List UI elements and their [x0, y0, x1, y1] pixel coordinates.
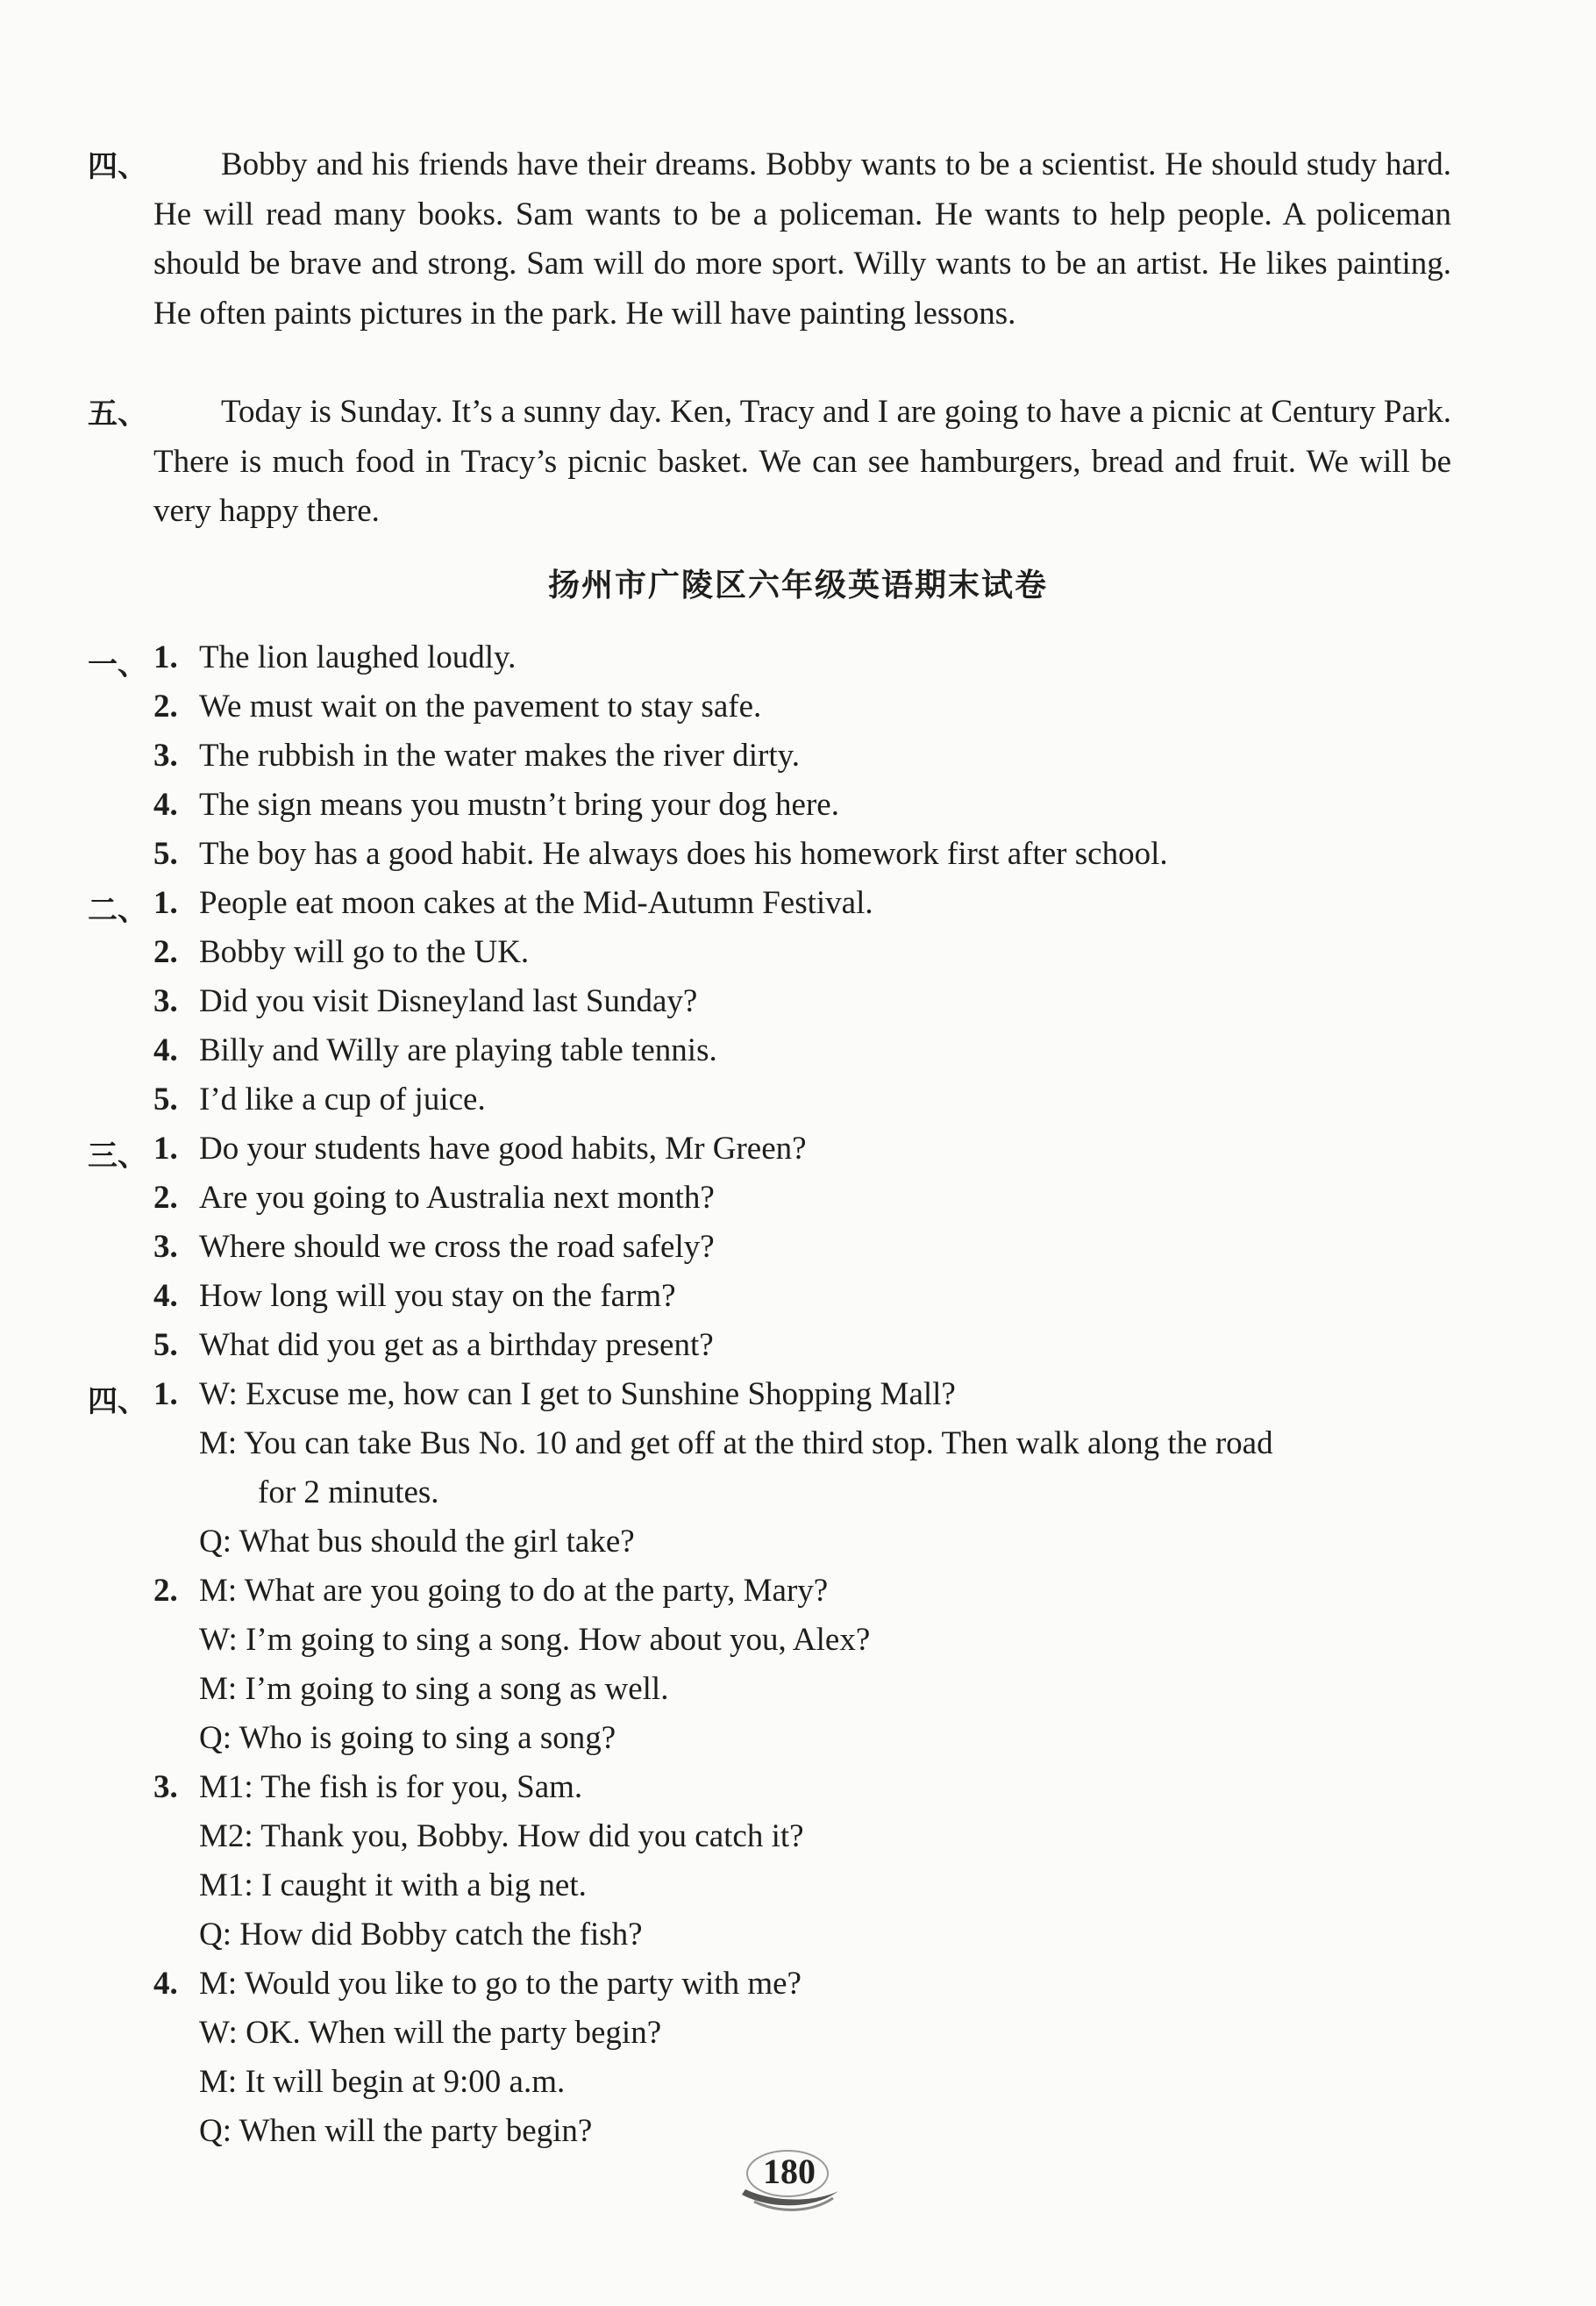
dialogue-line: Q: When will the party begin?	[199, 2113, 593, 2149]
section-mark: 一、	[88, 647, 147, 682]
dialogue-line: M: You can take Bus No. 10 and get off at the third stop. Then walk along the road	[199, 1425, 1273, 1461]
page-number: 180	[763, 2152, 816, 2191]
speaker: M:	[199, 1573, 238, 1609]
dialogue-line: M1: The fish is for you, Sam.	[199, 1769, 583, 1805]
section-mark: 二、	[88, 893, 147, 928]
dialogue-line: Q: What bus should the girl take?	[199, 1524, 635, 1560]
exam-title: 扬州市广陵区六年级英语期末试卷	[547, 568, 1048, 603]
dialogue-line: M1: I caught it with a big net.	[199, 1867, 587, 1903]
item-number: 1.	[153, 1376, 178, 1412]
speaker: Q:	[199, 1720, 232, 1756]
speaker: M2:	[199, 1818, 253, 1854]
page-number-badge	[737, 2140, 842, 2219]
section-mark: 四、	[88, 149, 147, 184]
section-mark: 四、	[88, 1384, 147, 1419]
dialogue-line: Q: How did Bobby catch the fish?	[199, 1917, 643, 1953]
section-mark: 五、	[88, 396, 147, 432]
speaker: M1:	[199, 1769, 253, 1805]
speaker: M:	[199, 1966, 238, 2002]
item-number: 4.	[153, 1966, 178, 2002]
dialogue-line: W: OK. When will the party begin?	[199, 2015, 662, 2051]
dialogue-line: W: I’m going to sing a song. How about you, Alex?	[199, 1622, 871, 1658]
item-number: 3.	[153, 1769, 178, 1805]
dialogue-line: M: I’m going to sing a song as well.	[199, 1671, 669, 1707]
speaker: Q:	[199, 1917, 232, 1953]
dialogue-line: M2: Thank you, Bobby. How did you catch it?	[199, 1818, 804, 1854]
dialogue-line: W: Excuse me, how can I get to Sunshine Shopping Mall?	[199, 1376, 956, 1412]
speaker: M:	[199, 1671, 238, 1707]
speaker: Q:	[199, 2113, 232, 2149]
answer-key-page: 四、 Bobby and his friends have their dreams. Bobby wants to be a scientist. He should study hard. He will read many books. Sam wants to be a policeman. He wants to help people. A policeman should be brave and strong. Sam will do more sport. Willy wants to be an artist. He likes painting. He often paints pictures in the park. He will have painting lessons. 五、 Today is Sunday. It’s a sunny day. Ken, Tracy and I are going to have a picnic at Century Park. There is much food in Tracy’s picnic basket. We can see hamburgers, bread and fruit. We will be very happy there. 扬州市广陵区六年级英语期末试卷 一、 1. The lion laughed loudly. 2. We must wait on the pavement to stay safe. 3. The rubbish in the water makes the river dirty. 4. The sign means you mustn’t bring your dog here. 5. The boy has a good habit. He always does his homework first after school. 二、 1. People eat moon cakes at the Mid-Autumn Festival. 2. Bobby will go to the UK. 3. Did you visit Disneyland last Sunday? 4. Billy and Willy are playing table tennis. 5. I’d like a cup of juice. 三、 1. Do your students have good habits, Mr Green? 2. Are you going to Australia next month? 3. Where should we cross the road safely? 4. How long will you stay on the farm? 5. What did you get as a birthday present? 四、 1. W: Excuse me, how can I get to Sunshine Shopping Mall? M: You can take Bus No. 10 and get off at the third stop. Then walk along the road for 2 minutes. Q: What bus should the girl take? 2. M: What are you going to do at the party, Mary? W: I’m going to sing a song. How about you, Alex? M: I’m going to sing a song as well. Q: Who is going to sing a song? 3. M1: The fish is for you, Sam. M2: Thank you, Bobby. How did you catch it? M1: I caught it with a big net. Q: How did Bobby catch the fish? 4. M: Would you like to go to the party with me? W: OK. When will the party begin? M: It will begin at 9:00 a.m. Q: When will the party begin? 180	[0, 0, 1596, 2306]
dialogue-line: M: Would you like to go to the party with me?	[199, 1966, 802, 2002]
paragraph-text: Bobby and his friends have their dreams. Bobby wants to be a scientist. He should study hard. He will read many books. Sam wants to be a policeman. He wants to help people. A policeman should be brave and strong. Sam will do more sport. Willy wants to be an artist. He likes painting. He often paints pictures in the park. He will have painting lessons.	[153, 146, 1451, 332]
speaker: M1:	[199, 1867, 253, 1903]
paragraph-text: Today is Sunday. It’s a sunny day. Ken, Tracy and I are going to have a picnic at Century Park. There is much food in Tracy’s picnic basket. We can see hamburgers, bread and fruit. We will be very happy there.	[153, 394, 1451, 529]
paragraph-four	[88, 140, 1451, 339]
speaker: W:	[199, 2015, 238, 2051]
dialogue-line-continued: for 2 minutes.	[258, 1474, 439, 1510]
speaker: M:	[199, 1425, 238, 1461]
speaker: M:	[199, 2064, 238, 2100]
dialogue-line: M: What are you going to do at the party, Mary?	[199, 1573, 829, 1609]
dialogue-line: Q: Who is going to sing a song?	[199, 1720, 616, 1756]
section-mark: 三、	[88, 1139, 147, 1174]
paragraph-five	[88, 388, 1451, 537]
speaker: Q:	[199, 1524, 232, 1560]
speaker: W:	[199, 1622, 238, 1658]
speaker: W:	[199, 1376, 238, 1412]
item-number: 2.	[153, 1573, 178, 1609]
dialogue-line: M: It will begin at 9:00 a.m.	[199, 2064, 566, 2100]
